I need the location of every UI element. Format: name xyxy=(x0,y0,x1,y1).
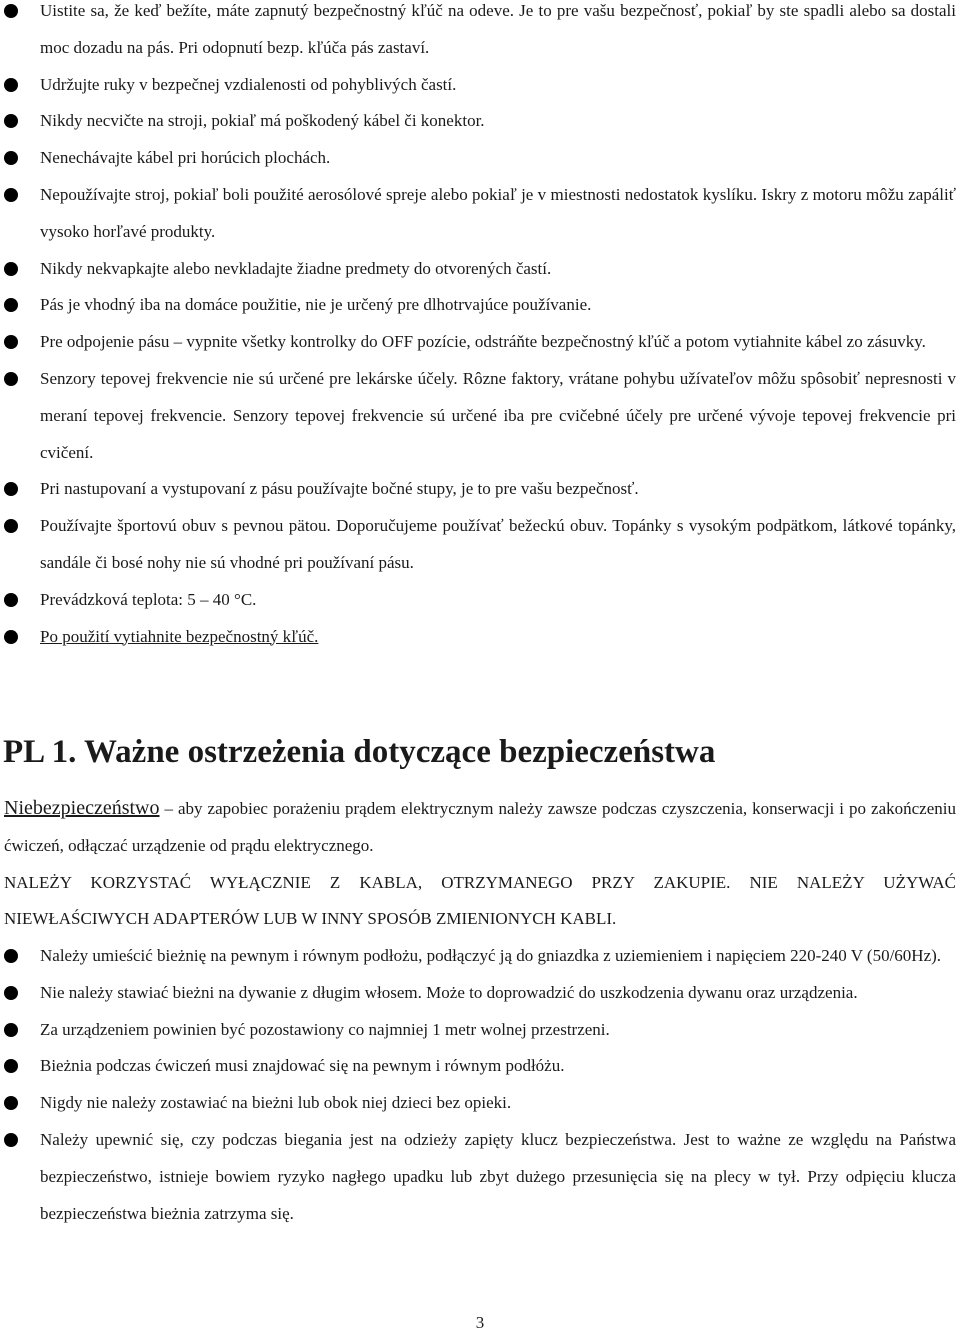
danger-paragraph xyxy=(4,790,956,865)
list-item: Za urządzeniem powinien być pozostawiony co najmniej 1 metr wolnej przestrzeni. xyxy=(0,1012,960,1049)
bullet-icon xyxy=(4,151,18,165)
list-item: Nigdy nie należy zostawiać na bieżni lub obok niej dzieci bez opieki. xyxy=(0,1085,960,1122)
danger-text: – aby zapobiec porażeniu prądem elektrycznym należy zawsze podczas czyszczenia, konserwacji i po zakończeniu ćwiczeń, odłączać urządzenie od prądu elektrycznego. xyxy=(4,799,956,855)
bullet-icon xyxy=(4,1133,18,1147)
list-item: Nikdy nekvapkajte alebo nevkladajte žiadne predmety do otvorených častí. xyxy=(0,251,960,288)
bullet-icon xyxy=(4,1096,18,1110)
list-item: Nenechávajte kábel pri horúcich plochách. xyxy=(0,140,960,177)
list-item: Pre odpojenie pásu – vypnite všetky kontrolky do OFF pozície, odstráňte bezpečnostný kľúč a potom vytiahnite kábel zo zásuvky. xyxy=(0,324,960,361)
list-item: Udržujte ruky v bezpečnej vzdialenosti od pohyblivých častí. xyxy=(0,67,960,104)
bullet-icon xyxy=(4,1023,18,1037)
slovak-safety-list xyxy=(0,0,960,655)
polish-intro xyxy=(4,790,956,938)
bullet-icon xyxy=(4,188,18,202)
bullet-icon xyxy=(4,986,18,1000)
bullet-icon xyxy=(4,262,18,276)
list-item: Senzory tepovej frekvencie nie sú určené pre lekárske účely. Rôzne faktory, vrátane pohybu užívateľov môžu spôsobiť nepresnosti v meraní tepovej frekvencie. Senzory tepovej frekvencie sú určené iba pre cvičebné účely pre určené vývoje tepovej frekvencie pri cvičení. xyxy=(0,361,960,471)
list-item xyxy=(0,619,960,656)
bullet-icon xyxy=(4,593,18,607)
list-item: Pás je vhodný iba na domáce použitie, nie je určený pre dlhotrvajúce používanie. xyxy=(0,287,960,324)
bullet-icon xyxy=(4,1059,18,1073)
bullet-icon xyxy=(4,78,18,92)
page-number: 3 xyxy=(475,1313,485,1332)
section-heading: PL 1. Ważne ostrzeżenia dotyczące bezpieczeństwa xyxy=(3,734,716,770)
bullet-icon xyxy=(4,949,18,963)
polish-safety-list xyxy=(0,938,960,1232)
bullet-icon xyxy=(4,335,18,349)
list-item: Pri nastupovaní a vystupovaní z pásu používajte bočné stupy, je to pre vašu bezpečnosť. xyxy=(0,471,960,508)
bullet-icon xyxy=(4,298,18,312)
list-item: Należy upewnić się, czy podczas biegania jest na odzieży zapięty klucz bezpieczeństwa. Jest to ważne ze względu na Państwa bezpieczeństwo, istnieje bowiem ryzyko nagłego upadku lub zbyt dużego przesunięcia się na plecy w tył. Przy odpięciu klucza bezpieczeństwa bieżnia zatrzyma się. xyxy=(0,1122,960,1232)
list-item: Prevádzková teplota: 5 – 40 °C. xyxy=(0,582,960,619)
list-item: Bieżnia podczas ćwiczeń musi znajdować się na pewnym i równym podłóżu. xyxy=(0,1048,960,1085)
bullet-icon xyxy=(4,372,18,386)
cable-notice: NALEŻY KORZYSTAĆ WYŁĄCZNIE Z KABLA, OTRZYMANEGO PRZY ZAKUPIE. NIE NALEŻY UŻYWAĆ NIEWŁAŚCIWYCH ADAPTERÓW LUB W INNY SPOSÓB ZMIENIONYCH KABLI. xyxy=(4,872,956,929)
danger-label: Niebezpieczeństwo xyxy=(4,797,160,819)
list-item: Uistite sa, že keď bežíte, máte zapnutý bezpečnostný kľúč na odeve. Je to pre vašu bezpečnosť, pokiaľ by ste spadli alebo sa dostali moc dozadu na pás. Pri odopnutí bezp. kľúča pás zastaví. xyxy=(0,0,960,67)
bullet-icon xyxy=(4,4,18,18)
list-item: Nie należy stawiać bieżni na dywanie z długim włosem. Może to doprowadzić do uszkodzenia dywanu oraz urządzenia. xyxy=(0,975,960,1012)
list-item: Používajte športovú obuv s pevnou pätou. Doporučujeme používať bežeckú obuv. Topánky s vysokým podpätkom, látkové topánky, sandále či bosé nohy nie sú vhodné pri používaní pásu. xyxy=(0,508,960,582)
bullet-icon xyxy=(4,519,18,533)
unplug-key-note: Po použití vytiahnite bezpečnostný kľúč. xyxy=(40,626,319,646)
bullet-icon xyxy=(4,114,18,128)
list-item: Nepoužívajte stroj, pokiaľ boli použité aerosólové spreje alebo pokiaľ je v miestnosti nedostatok kyslíku. Iskry z motoru môžu zapáliť vysoko horľavé produkty. xyxy=(0,177,960,251)
list-item: Należy umieścić bieżnię na pewnym i równym podłożu, podłączyć ją do gniazdka z uziemieniem i napięciem 220-240 V (50/60Hz). xyxy=(0,938,960,975)
list-item: Nikdy necvičte na stroji, pokiaľ má poškodený kábel či konektor. xyxy=(0,103,960,140)
bullet-icon xyxy=(4,482,18,496)
bullet-icon xyxy=(4,630,18,644)
